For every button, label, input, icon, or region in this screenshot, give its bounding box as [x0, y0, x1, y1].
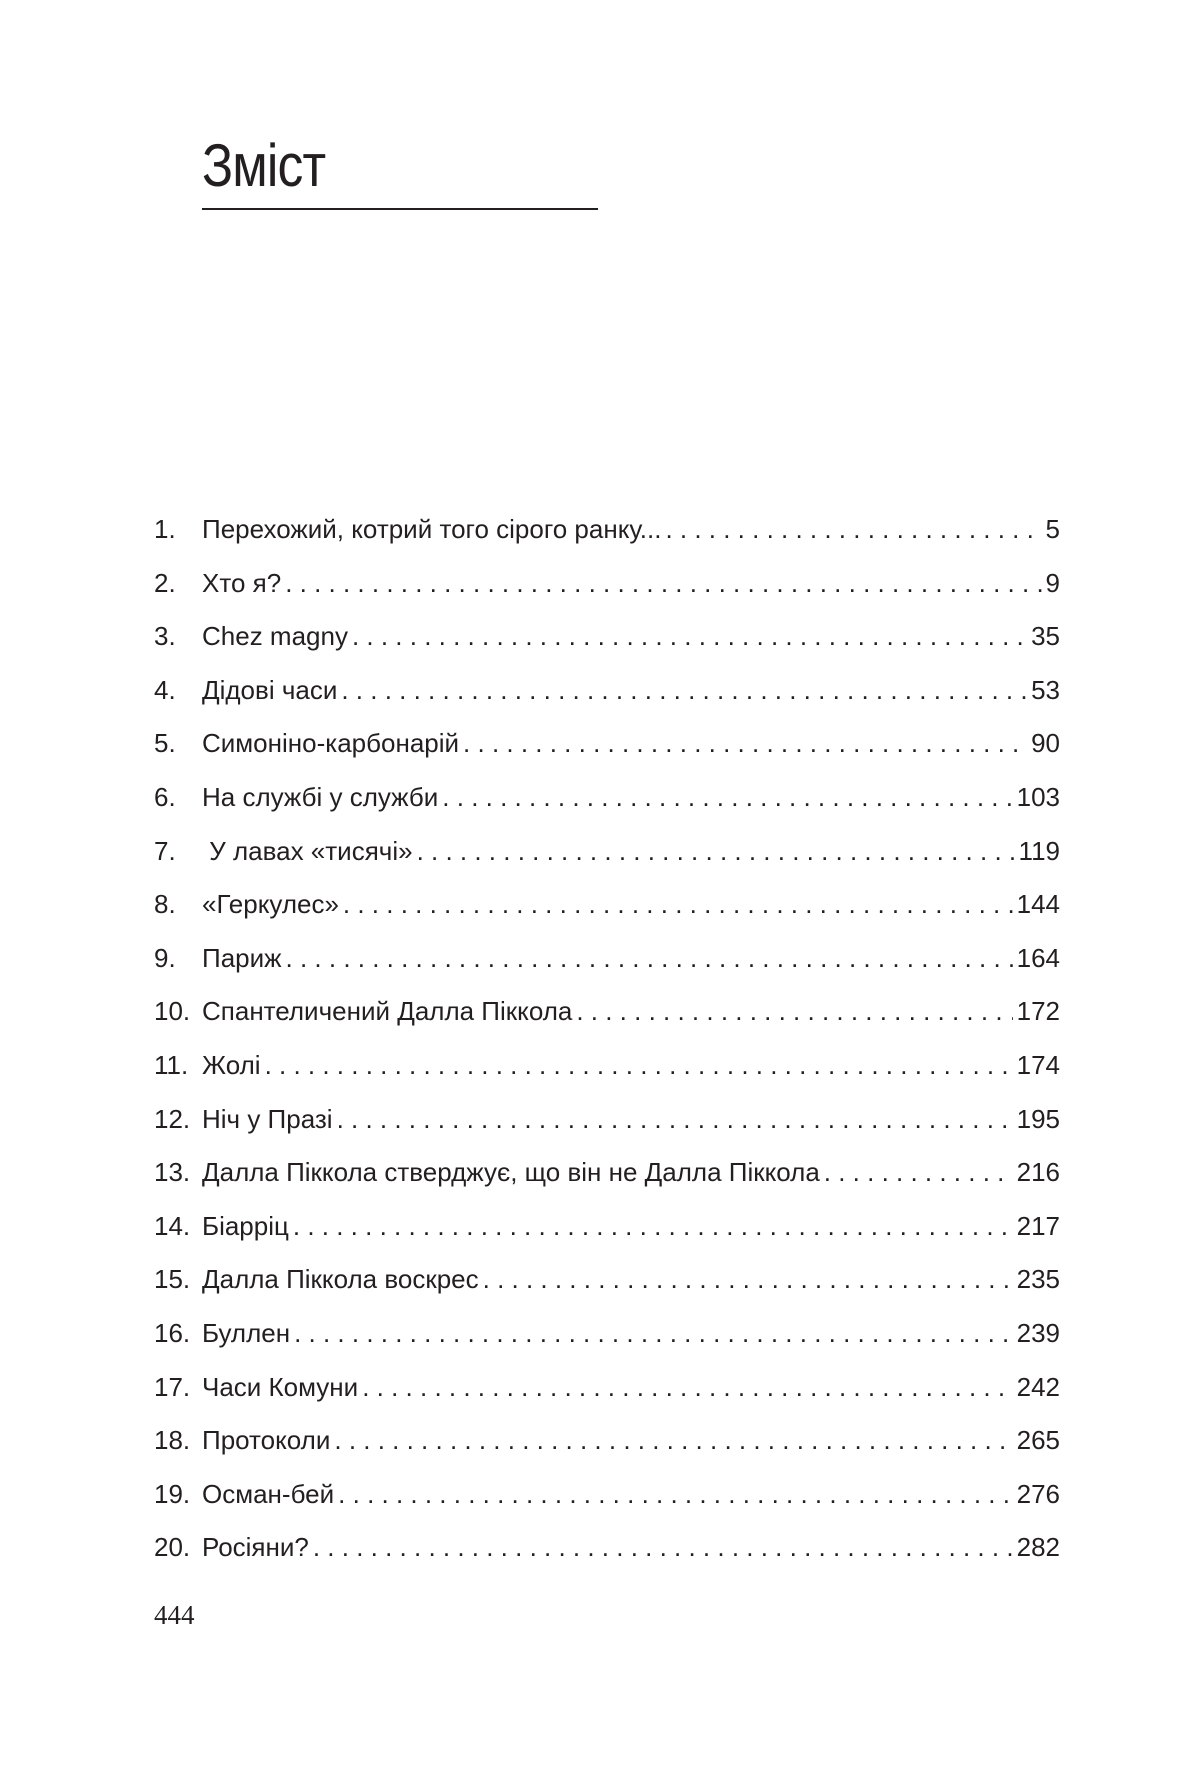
toc-entry-title: Біарріц [202, 1210, 289, 1241]
toc-entry [154, 998, 1060, 1052]
toc-entry-number: 5. [154, 728, 176, 759]
toc-dot-leader [824, 1159, 1013, 1185]
toc-entry-page: 172 [1016, 996, 1060, 1027]
toc-entry-number: 17. [154, 1371, 191, 1402]
toc-entry-page: 119 [1018, 835, 1060, 866]
toc-entry [154, 1427, 1060, 1481]
toc-entry-page: 276 [1016, 1478, 1060, 1509]
toc-entry [154, 1534, 1060, 1588]
toc-dot-leader [352, 623, 1027, 649]
toc-dot-leader [463, 730, 1027, 756]
toc-entry-page: 144 [1016, 889, 1060, 920]
toc-entry-number: 19. [154, 1478, 191, 1509]
toc-entry-title: Буллен [202, 1317, 291, 1348]
toc-entry [154, 1371, 1060, 1428]
toc-entry-page: 164 [1016, 942, 1060, 973]
toc-entry [154, 1049, 1060, 1106]
toc-entry [154, 942, 1060, 999]
toc-entry-title: Перехожий, котрий того сірого ранку... [202, 514, 662, 544]
toc-entry-number: 1. [154, 514, 176, 544]
toc-entry-number: 20. [154, 1532, 191, 1563]
toc-entry-page: 239 [1016, 1317, 1060, 1348]
toc-entry-page: 174 [1016, 1049, 1060, 1080]
toc-entry-page: 195 [1016, 1103, 1060, 1134]
toc-dot-leader [343, 891, 1013, 917]
page-title: Зміст [202, 132, 326, 199]
toc-entry-page: 35 [1031, 621, 1060, 652]
toc-dot-leader [483, 1266, 1013, 1292]
toc-entry-page: 53 [1031, 674, 1060, 705]
toc-entry-page: 242 [1016, 1371, 1060, 1402]
toc-entry-title: У лавах «тисячі» [202, 835, 413, 866]
toc-entry-title: «Геркулес» [202, 889, 339, 920]
toc-entry-page: 5 [1045, 514, 1060, 544]
toc-entry-page: 216 [1016, 1157, 1060, 1188]
toc-entry-title: Жолі [202, 1049, 261, 1080]
toc-entry-title: Симоніно-карбонарій [202, 728, 460, 759]
toc-entry [154, 674, 1060, 731]
toc-entry [154, 1478, 1060, 1535]
toc-dot-leader [442, 784, 1012, 810]
toc-dot-leader [293, 1213, 1013, 1239]
toc-entry-number: 9. [154, 942, 176, 973]
toc-entry-page: 103 [1016, 781, 1060, 812]
toc-entry-page: 265 [1016, 1425, 1060, 1456]
toc-entry [154, 1159, 1060, 1213]
toc-dot-leader [265, 1052, 1013, 1078]
toc-entry [154, 516, 1060, 570]
toc-dot-leader [334, 1427, 1012, 1453]
toc-entry-page: 90 [1031, 728, 1060, 759]
toc-entry [154, 623, 1060, 677]
toc-entry-title: Ніч у Празі [202, 1103, 333, 1134]
toc-entry-title: Chez magny [202, 621, 348, 652]
toc-entry [154, 835, 1060, 892]
toc-entry-title: Протоколи [202, 1425, 331, 1456]
toc-entry-title: Далла Піккола стверджує, що він не Далла Піккола [202, 1157, 820, 1188]
toc-entry [154, 1103, 1060, 1160]
toc-entry-number: 11. [154, 1049, 189, 1080]
toc-entry-number: 16. [154, 1317, 191, 1348]
toc-entry [154, 1266, 1060, 1320]
toc-entry-title: Париж [202, 942, 282, 973]
toc-entry-number: 7. [154, 835, 176, 866]
page-number: 444 [154, 1600, 195, 1630]
toc-dot-leader [417, 838, 1015, 864]
toc-entry-page: 217 [1016, 1210, 1060, 1241]
toc-dot-leader [286, 945, 1013, 971]
toc-entry-number: 14. [154, 1210, 191, 1241]
toc-entry-title: Росіяни? [202, 1532, 309, 1563]
toc-entry-page: 9 [1045, 567, 1060, 598]
toc-dot-leader [665, 516, 1041, 542]
toc-entry-number: 3. [154, 621, 176, 652]
toc-entry-title: Часи Комуни [202, 1371, 359, 1402]
toc-entry-number: 18. [154, 1425, 191, 1456]
toc-dot-leader [362, 1374, 1012, 1400]
toc-entry [154, 1317, 1060, 1374]
toc-entry-number: 4. [154, 674, 176, 705]
toc-entry-title: Далла Піккола воскрес [202, 1264, 479, 1295]
toc-entry [154, 891, 1060, 945]
toc-entry-page: 235 [1016, 1264, 1060, 1295]
toc-entry-title: Спантеличений Далла Піккола [202, 996, 573, 1027]
table-of-contents [154, 516, 1060, 1588]
toc-entry-number: 2. [154, 567, 176, 598]
toc-dot-leader [285, 570, 1041, 596]
toc-entry [154, 567, 1060, 624]
toc-entry [154, 730, 1060, 784]
toc-entry-number: 12. [154, 1103, 191, 1134]
toc-entry-title: Дідові часи [202, 674, 338, 705]
toc-dot-leader [313, 1534, 1013, 1560]
toc-entry-number: 10. [154, 996, 191, 1027]
toc-entry-page: 282 [1016, 1532, 1060, 1563]
toc-dot-leader [341, 677, 1027, 703]
toc-entry-number: 15. [154, 1264, 191, 1295]
toc-entry [154, 1210, 1060, 1267]
toc-entry-number: 8. [154, 889, 176, 920]
toc-entry-number: 6. [154, 781, 176, 812]
toc-entry [154, 781, 1060, 838]
toc-entry-number: 13. [154, 1157, 191, 1188]
title-underline [202, 208, 598, 210]
toc-dot-leader [294, 1320, 1013, 1346]
toc-entry-title: На службі у служби [202, 781, 439, 812]
toc-dot-leader [337, 1106, 1013, 1132]
toc-entry-title: Осман-бей [202, 1478, 335, 1509]
toc-dot-leader [338, 1481, 1012, 1507]
toc-entry-title: Хто я? [202, 567, 282, 598]
toc-dot-leader [576, 998, 1012, 1024]
